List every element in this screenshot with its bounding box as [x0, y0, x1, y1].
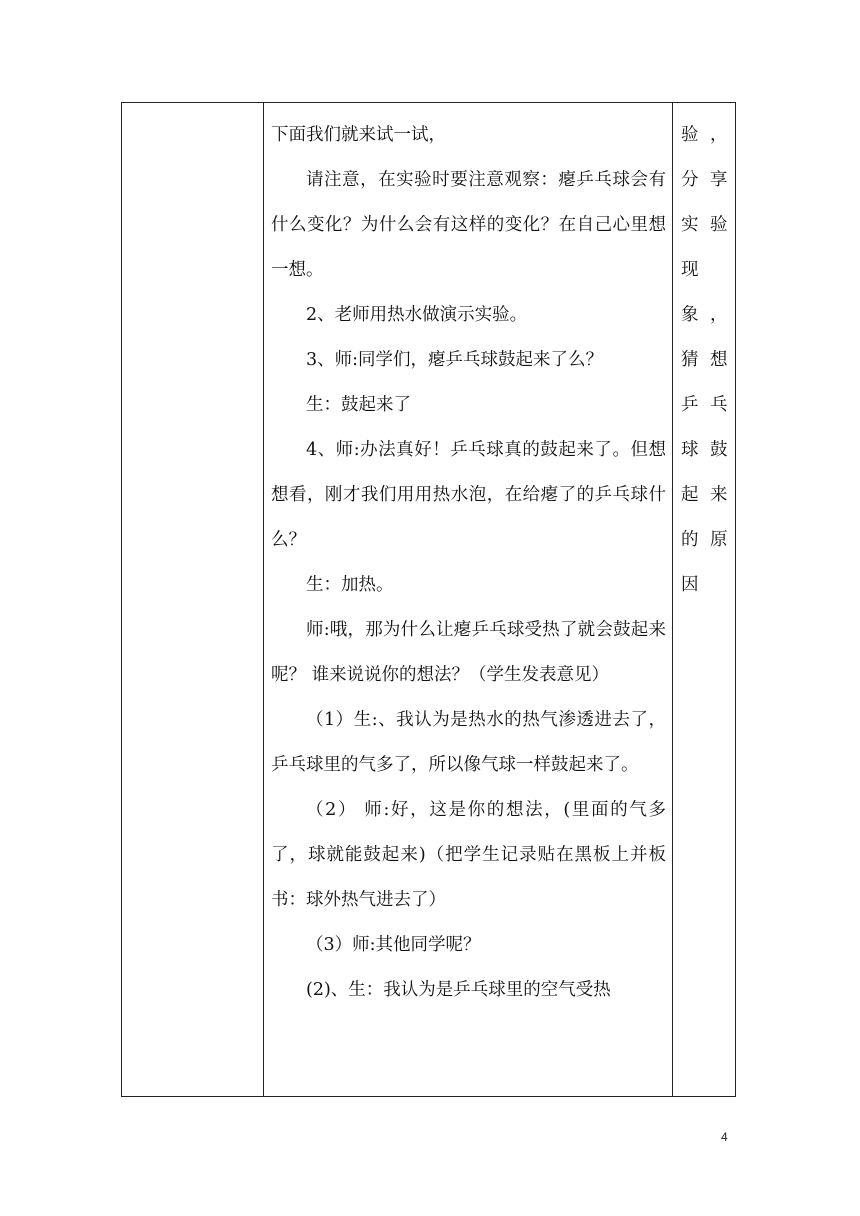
table-left-cell — [122, 103, 263, 1096]
activity-char: 分 — [681, 170, 699, 190]
activity-char: 起 — [681, 485, 699, 505]
activity-char: 享 — [710, 170, 728, 190]
activity-line — [674, 518, 736, 563]
paragraph-praise: 4、师:办法真好！乒乓球真的鼓起来了。但想想看，刚才我们用用热水泡，在给瘪了的乒乓球什么？ — [271, 440, 666, 550]
paragraph-why: 师:哦，那为什么让瘪乒乓球受热了就会鼓起来呢？ 谁来说说你的想法？（学生发表意见） — [271, 620, 666, 685]
activity-line — [674, 428, 736, 473]
activity-char: 猜 — [681, 350, 699, 370]
activity-char: 验 — [681, 125, 699, 145]
activity-char: 的 — [681, 530, 699, 550]
activity-line — [674, 383, 736, 428]
activity-char: 来 — [710, 485, 728, 505]
paragraph-observe: 请注意，在实验时要注意观察：瘪乒乓球会有什么变化？为什么会有这样的变化？在自己心里想一想。 — [271, 170, 666, 280]
activity-char: 球 — [681, 440, 699, 460]
activity-char: 乒 — [681, 395, 699, 415]
activity-char: 因 — [681, 575, 699, 595]
paragraph-teacher-3: （3）师:其他同学呢？ — [306, 935, 481, 955]
activity-char: 实 — [681, 215, 699, 235]
paragraph-heat: 生：加热。 — [306, 575, 394, 595]
paragraph-student-1: （1）生:、我认为是热水的热气渗透进去了，乒乓球里的气多了，所以像气球一样鼓起来了。 — [271, 710, 666, 775]
activity-char: ， — [710, 125, 728, 145]
activity-char: 验 — [710, 215, 728, 235]
activity-char: ， — [710, 305, 728, 325]
lesson-table — [121, 102, 736, 1097]
activity-line — [674, 203, 736, 248]
activity-char: 鼓 — [710, 440, 728, 460]
paragraph-demo: 2、老师用热水做演示实验。 — [306, 305, 528, 325]
paragraph-answer: 生：鼓起来了 — [306, 395, 411, 415]
paragraph-question: 3、师:同学们，瘪乒乓球鼓起来了么？ — [306, 350, 604, 370]
activity-char: 现 — [681, 260, 699, 280]
paragraph-intro: 下面我们就来试一试， — [271, 125, 446, 145]
activity-line — [674, 338, 736, 383]
activity-line — [674, 473, 736, 518]
activity-char: 原 — [710, 530, 728, 550]
activity-line — [674, 113, 736, 158]
teaching-process-cell — [271, 113, 666, 1013]
column-divider — [263, 103, 264, 1096]
activity-line — [674, 563, 736, 608]
paragraph-student-2: (2)、生：我认为是乒乓球里的空气受热 — [306, 980, 611, 1000]
student-activity-cell — [674, 113, 736, 608]
activity-char: 想 — [710, 350, 728, 370]
page-number: 4 — [721, 1130, 728, 1144]
activity-line — [674, 158, 736, 203]
column-divider — [672, 103, 673, 1096]
paragraph-teacher-2: （2） 师:好，这是你的想法，(里面的气多了，球就能鼓起来)（把学生记录贴在黑板上并板书：球外热气进去了） — [271, 800, 666, 910]
activity-line — [674, 248, 736, 293]
activity-char: 象 — [681, 305, 699, 325]
activity-char: 乓 — [710, 395, 728, 415]
activity-line — [674, 293, 736, 338]
